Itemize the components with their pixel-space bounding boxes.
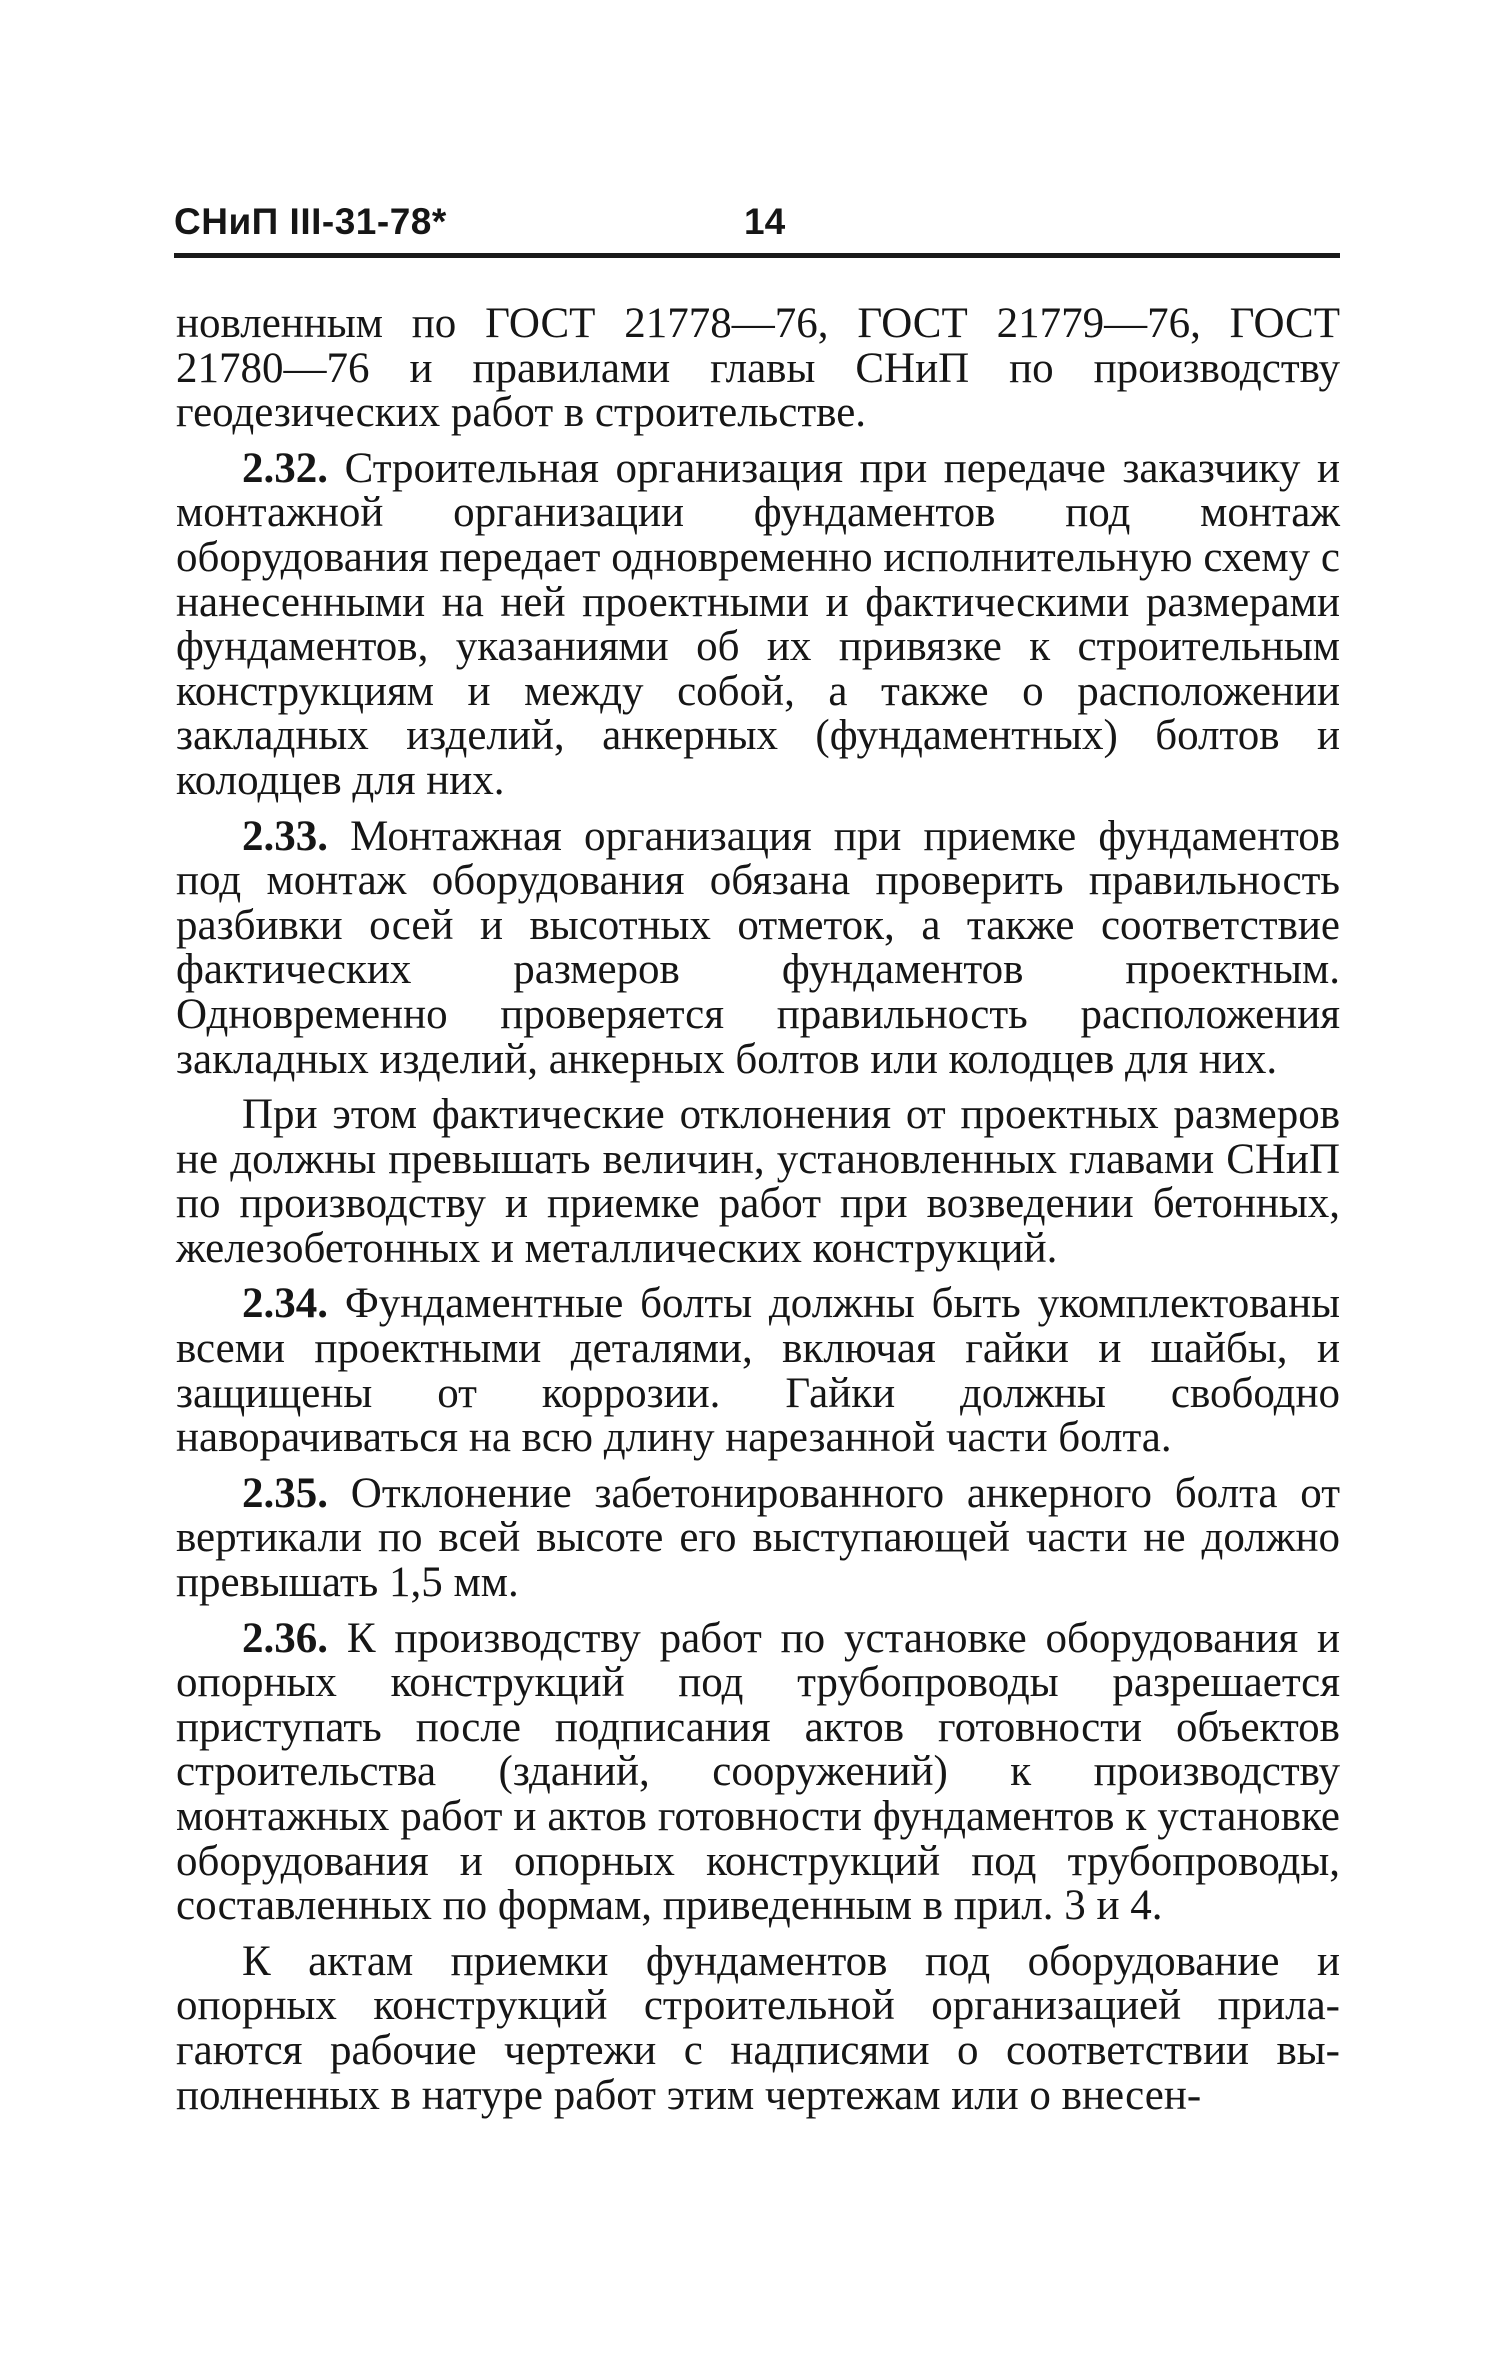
clause-2-32 bbox=[176, 444, 1340, 804]
clause-number: 2.33. bbox=[242, 812, 328, 860]
clause-number: 2.36. bbox=[242, 1614, 328, 1662]
paragraph-text: новленным по ГОСТ 21778—76, ГОСТ 21779—76, ГОСТ 21780—76 и правилами главы СНиП по производству геодезических работ в строительстве. bbox=[176, 300, 1340, 437]
body-text bbox=[176, 302, 1340, 2129]
paragraph-deviations bbox=[176, 1093, 1340, 1271]
clause-2-36 bbox=[176, 1614, 1341, 1930]
clause-number: 2.32. bbox=[242, 444, 328, 492]
clause-text: Монтажная организация при приемке фундаментов под монтаж оборудования обязана проверить правильность разбивки осей и высотных отметок, а также соответствие фактических размеров фундаментов проектным. Одновременно проверяется правильность расположения закладных изделий, анкерных болтов или колодцев для них. bbox=[176, 812, 1340, 1083]
header-divider bbox=[174, 253, 1340, 258]
paragraph-continuation bbox=[176, 302, 1340, 436]
paragraph-text: К актам приемки фундаментов под оборудование и опорных конструкций строительной организацией прилагаются рабочие чертежи с надписями о соответствии выполненных в натуре работ этим чертежам или о внесен- bbox=[176, 1937, 1340, 2119]
clause-2-35 bbox=[176, 1469, 1340, 1607]
page-header bbox=[174, 201, 1338, 261]
clause-number: 2.34. bbox=[242, 1280, 328, 1328]
clause-number: 2.35. bbox=[242, 1469, 328, 1517]
clause-text: Строительная организация при передаче заказчику и монтажной организации фундаментов под монтаж оборудования передает одновременно исполнительную схему с нанесенными на ней проектными и фактическими размерами фундаментов, указаниями об их привязке к строительным конструкциям и между собой, а также о расположении закладных изделий, анкерных (фундаментных) болтов и колодцев для них. bbox=[176, 444, 1340, 804]
clause-text: Отклонение забетонированного анкерного болта от вертикали по всей высоте его выступающей части не должно превышать 1,5 мм. bbox=[176, 1469, 1340, 1607]
clause-2-33 bbox=[176, 812, 1340, 1083]
clause-text: К производству работ по установке оборудования и опорных конструкций под трубопроводы разрешается приступать после подписания актов готовности объектов строительства (зданий, сооружений) к производству монтажных работ и актов готовности фундаментов к установке оборудования и опорных конструкций под трубопроводы, составленных по формам, приведенным в прил. 3 и 4. bbox=[176, 1614, 1341, 1930]
page-number: 14 bbox=[744, 201, 786, 242]
clause-text: Фундаментные болты должны быть укомплектованы всеми проектными деталями, включая гайки и шайбы, и защищены от коррозии. Гайки должны свободно наворачиваться на всю длину нарезанной части болта. bbox=[176, 1280, 1341, 1462]
document-code: СНиП III-31-78* bbox=[174, 201, 447, 242]
paragraph-text: При этом фактические отклонения от проектных размеров не должны превышать величин, установленных главами СНиП по производству и приемке работ при возведении бетонных, железобетонных и металлических конструкций. bbox=[176, 1091, 1340, 1272]
clause-2-34 bbox=[176, 1282, 1340, 1460]
paragraph-acts bbox=[176, 1937, 1340, 2119]
